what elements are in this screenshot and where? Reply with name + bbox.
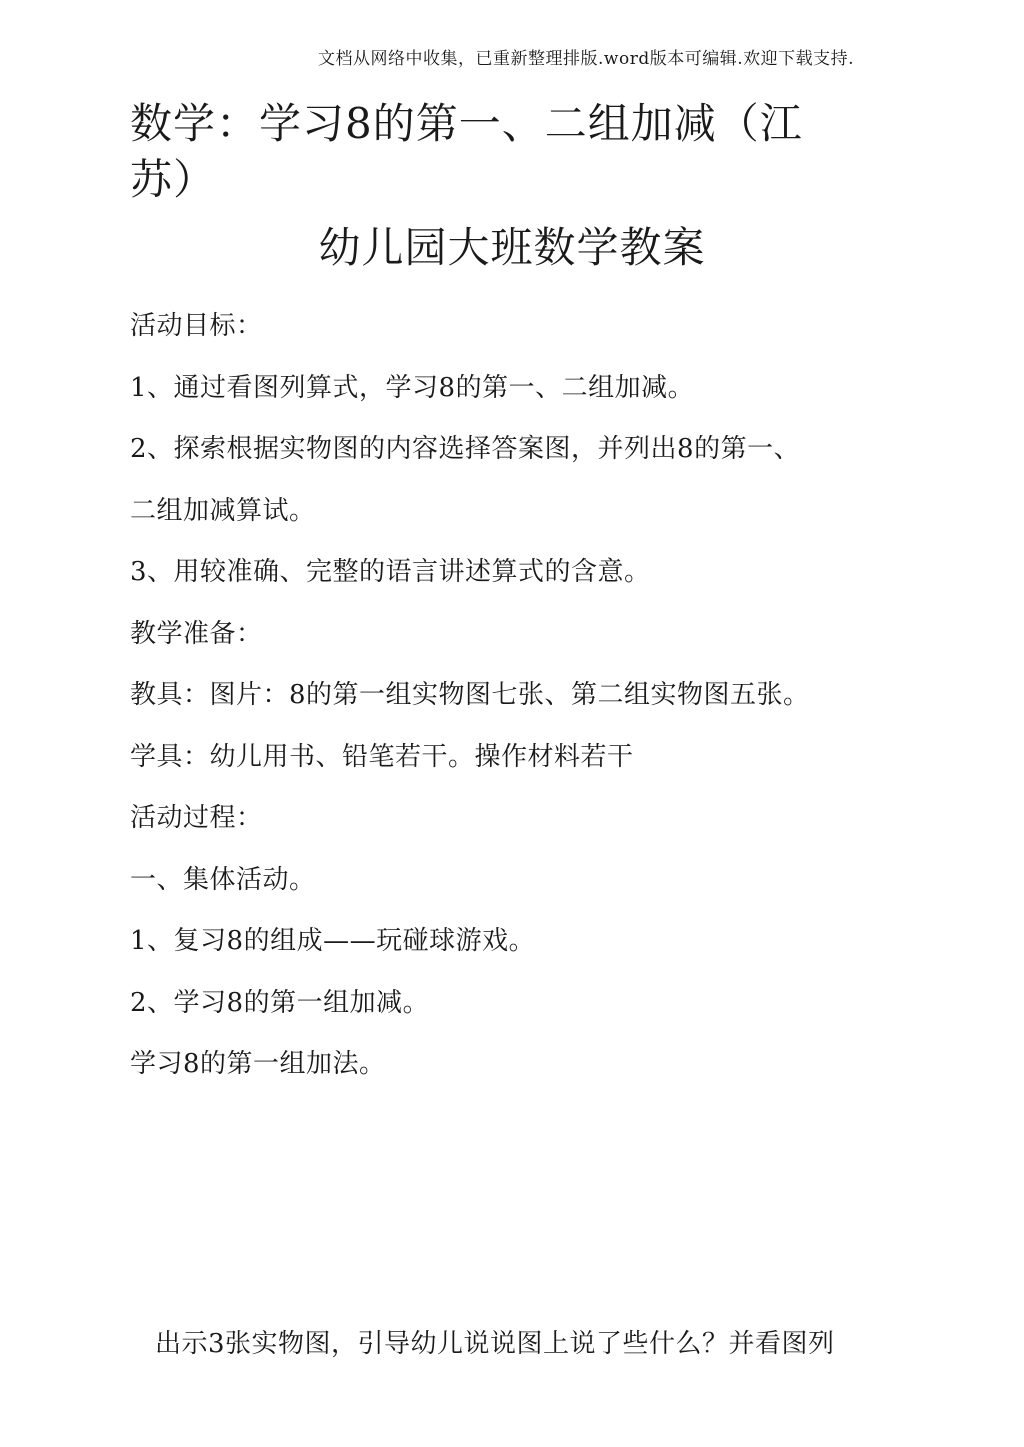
- preparation-learning-aids: 学具：幼儿用书、铅笔若干。操作材料若干: [130, 741, 634, 772]
- objective-item-3: 3、用较准确、完整的语言讲述算式的含意。: [130, 557, 651, 587]
- objective-item-1: 1、通过看图列算式，学习8的第一、二组加减。: [130, 372, 695, 403]
- objective-item-2-continued: 二组加减算试。: [130, 495, 316, 526]
- section-heading-objectives: 活动目标：: [130, 311, 263, 341]
- preparation-teaching-aids: 教具：图片：8的第一组实物图七张、第二组实物图五张。: [130, 680, 810, 710]
- section-heading-process: 活动过程：: [130, 803, 263, 833]
- process-step-1: 1、复习8的组成——玩碰球游戏。: [130, 926, 536, 956]
- process-step-group-activity: 一、集体活动。: [130, 864, 316, 895]
- process-step-2-addition: 学习8的第一组加法。: [130, 1049, 386, 1079]
- header-note: 文档从网络中收集，已重新整理排版.word版本可编辑.欢迎下载支持.: [318, 49, 855, 69]
- document-title: 数学：学习8的第一、二组加减（江苏）: [130, 99, 803, 204]
- document-subtitle: 幼儿园大班数学教案: [318, 223, 706, 272]
- process-step-2: 2、学习8的第一组加减。: [130, 987, 430, 1018]
- objective-item-2: 2、探索根据实物图的内容选择答案图，并列出8的第一、: [130, 434, 801, 464]
- section-heading-preparation: 教学准备：: [130, 618, 263, 649]
- body-text: [130, 306, 890, 1106]
- continued-paragraph: 出示3张实物图，引导幼儿说说图上说了些什么？并看图列: [155, 1329, 835, 1359]
